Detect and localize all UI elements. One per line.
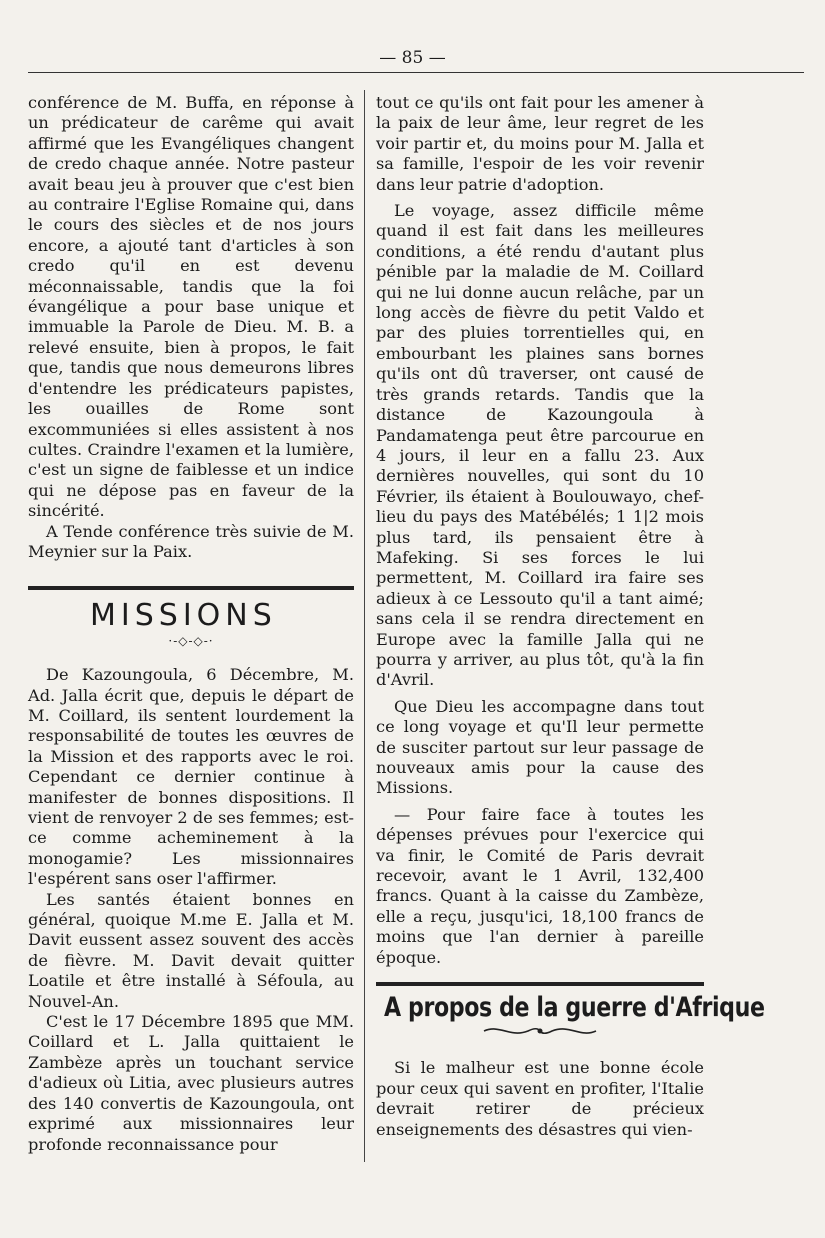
left-paragraph-2: A Tende conférence très suivie de M. Meynier sur la Paix. — [28, 521, 354, 561]
section-rule — [28, 586, 354, 590]
africa-heading: A propos de la guerre d'Afrique — [384, 992, 765, 1024]
left-paragraph-4: Les santés étaient bonnes en général, quoique M.me E. Jalla et M. Davit eussent assez souvent des accès de fièvre. M. Davit devait quitter Loatile et être installé à Séfoula, au Nouvel-An. — [28, 889, 354, 1011]
section-rule-right — [376, 982, 704, 986]
flourish-ornament-icon — [480, 1022, 600, 1040]
missions-heading: MISSIONS — [90, 598, 277, 634]
left-paragraph-3: De Kazoungoula, 6 Décembre, M. Ad. Jalla écrit que, depuis le départ de M. Coillard, ils sentent lourdement la responsabilité de toutes les œuvres de la Mission et des rapports avec le roi. Cependant ce dernier continue à manifester de bonnes dispositions. Il vient de renvoyer 2 de ses femmes; est-ce comme acheminement à la monogamie? Les missionnaires l'espérent sans oser l'affirmer. — [28, 665, 354, 889]
right-paragraph-3: Que Dieu les accompagne dans tout ce long voyage et qu'Il leur permette de susciter partout sur leur passage de nouveaux amis pour la cause des Missions. — [376, 696, 704, 798]
right-column — [376, 93, 765, 1140]
right-paragraph-4: — Pour faire face à toutes les dépenses prévues pour l'exercice qui va finir, le Comité de Paris devrait recevoir, avant le 1 Avril, 132,400 francs. Quant à la caisse du Zambèze, elle a reçu, jusqu'ici, 18,100 francs de moins que l'an dernier à pareille époque. — [376, 804, 704, 967]
left-column — [28, 93, 354, 1155]
right-paragraph-5: Si le malheur est une bonne école pour ceux qui savent en profiter, l'Italie devrait retirer de précieux enseignements des désastres qui vien- — [376, 1058, 704, 1139]
left-paragraph-5: C'est le 17 Décembre 1895 que MM. Coillard et L. Jalla quittaient le Zambèze après un touchant service d'adieux où Litia, avec plusieurs autres des 140 convertis de Kazoungoula, ont exprimé aux missionnaires leur profonde reconnaissance pour — [28, 1012, 354, 1154]
column-divider — [364, 90, 365, 1162]
left-paragraph-1: conférence de M. Buffa, en réponse à un prédicateur de carême qui avait affirmé que les Evangéliques changent de credo chaque année. Notre pasteur avait beau jeu à prouver que c'est bien au contraire l'Eglise Romaine qui, dans le cours des siècles et de nos jours encore, a ajouté tant d'articles à son credo qu'il en est devenu méconnaissable, tandis que la foi évangélique a pour base unique et immuable la Parole de Dieu. M. B. a relevé ensuite, bien à propos, le fait que, tandis que nous demeurons libres d'entendre les prédicateurs papistes, les ouailles de Rome sont excommuniées si elles assistent à nos cultes. Craindre l'examen et la lumière, c'est un signe de faiblesse et un indice qui ne dépose pas en faveur de la sincérité. — [28, 93, 354, 521]
ornament-divider: ·-◇-◇-· — [168, 633, 214, 648]
page-number: — 85 — — [379, 48, 446, 68]
right-paragraph-1: tout ce qu'ils ont fait pour les amener à la paix de leur âme, leur regret de les voir partir et, du moins pour M. Jalla et sa famille, l'espoir de les voir revenir dans leur patrie d'adoption. — [376, 93, 704, 194]
header-rule — [28, 72, 804, 73]
right-paragraph-2: Le voyage, assez difficile même quand il est fait dans les meilleures conditions, a été rendu d'autant plus pénible par la maladie de M. Coillard qui ne lui donne aucun relâche, par un long accès de fièvre du petit Valdo et par des pluies torrentielles qui, en embourbant les plaines sans bornes qu'ils ont dû traverser, ont causé de très grands retards. Tandis que la distance de Kazoungoula à Pandamatenga peut être parcourue en 4 jours, il leur en a fallu 23. Aux dernières nouvelles, qui sont du 10 Février, ils étaient à Boulouwayo, chef-lieu du pays des Matébélés; 1 1|2 mois plus tard, ils pensaient être à Mafeking. Si ses forces le lui permettent, M. Coillard ira faire ses adieux à ce Lessouto qu'il a tant aimé; sans cela il se rendra directement en Europe avec la famille Jalla qui ne pourra y arriver, au plus tôt, qu'à la fin d'Avril. — [376, 201, 704, 690]
